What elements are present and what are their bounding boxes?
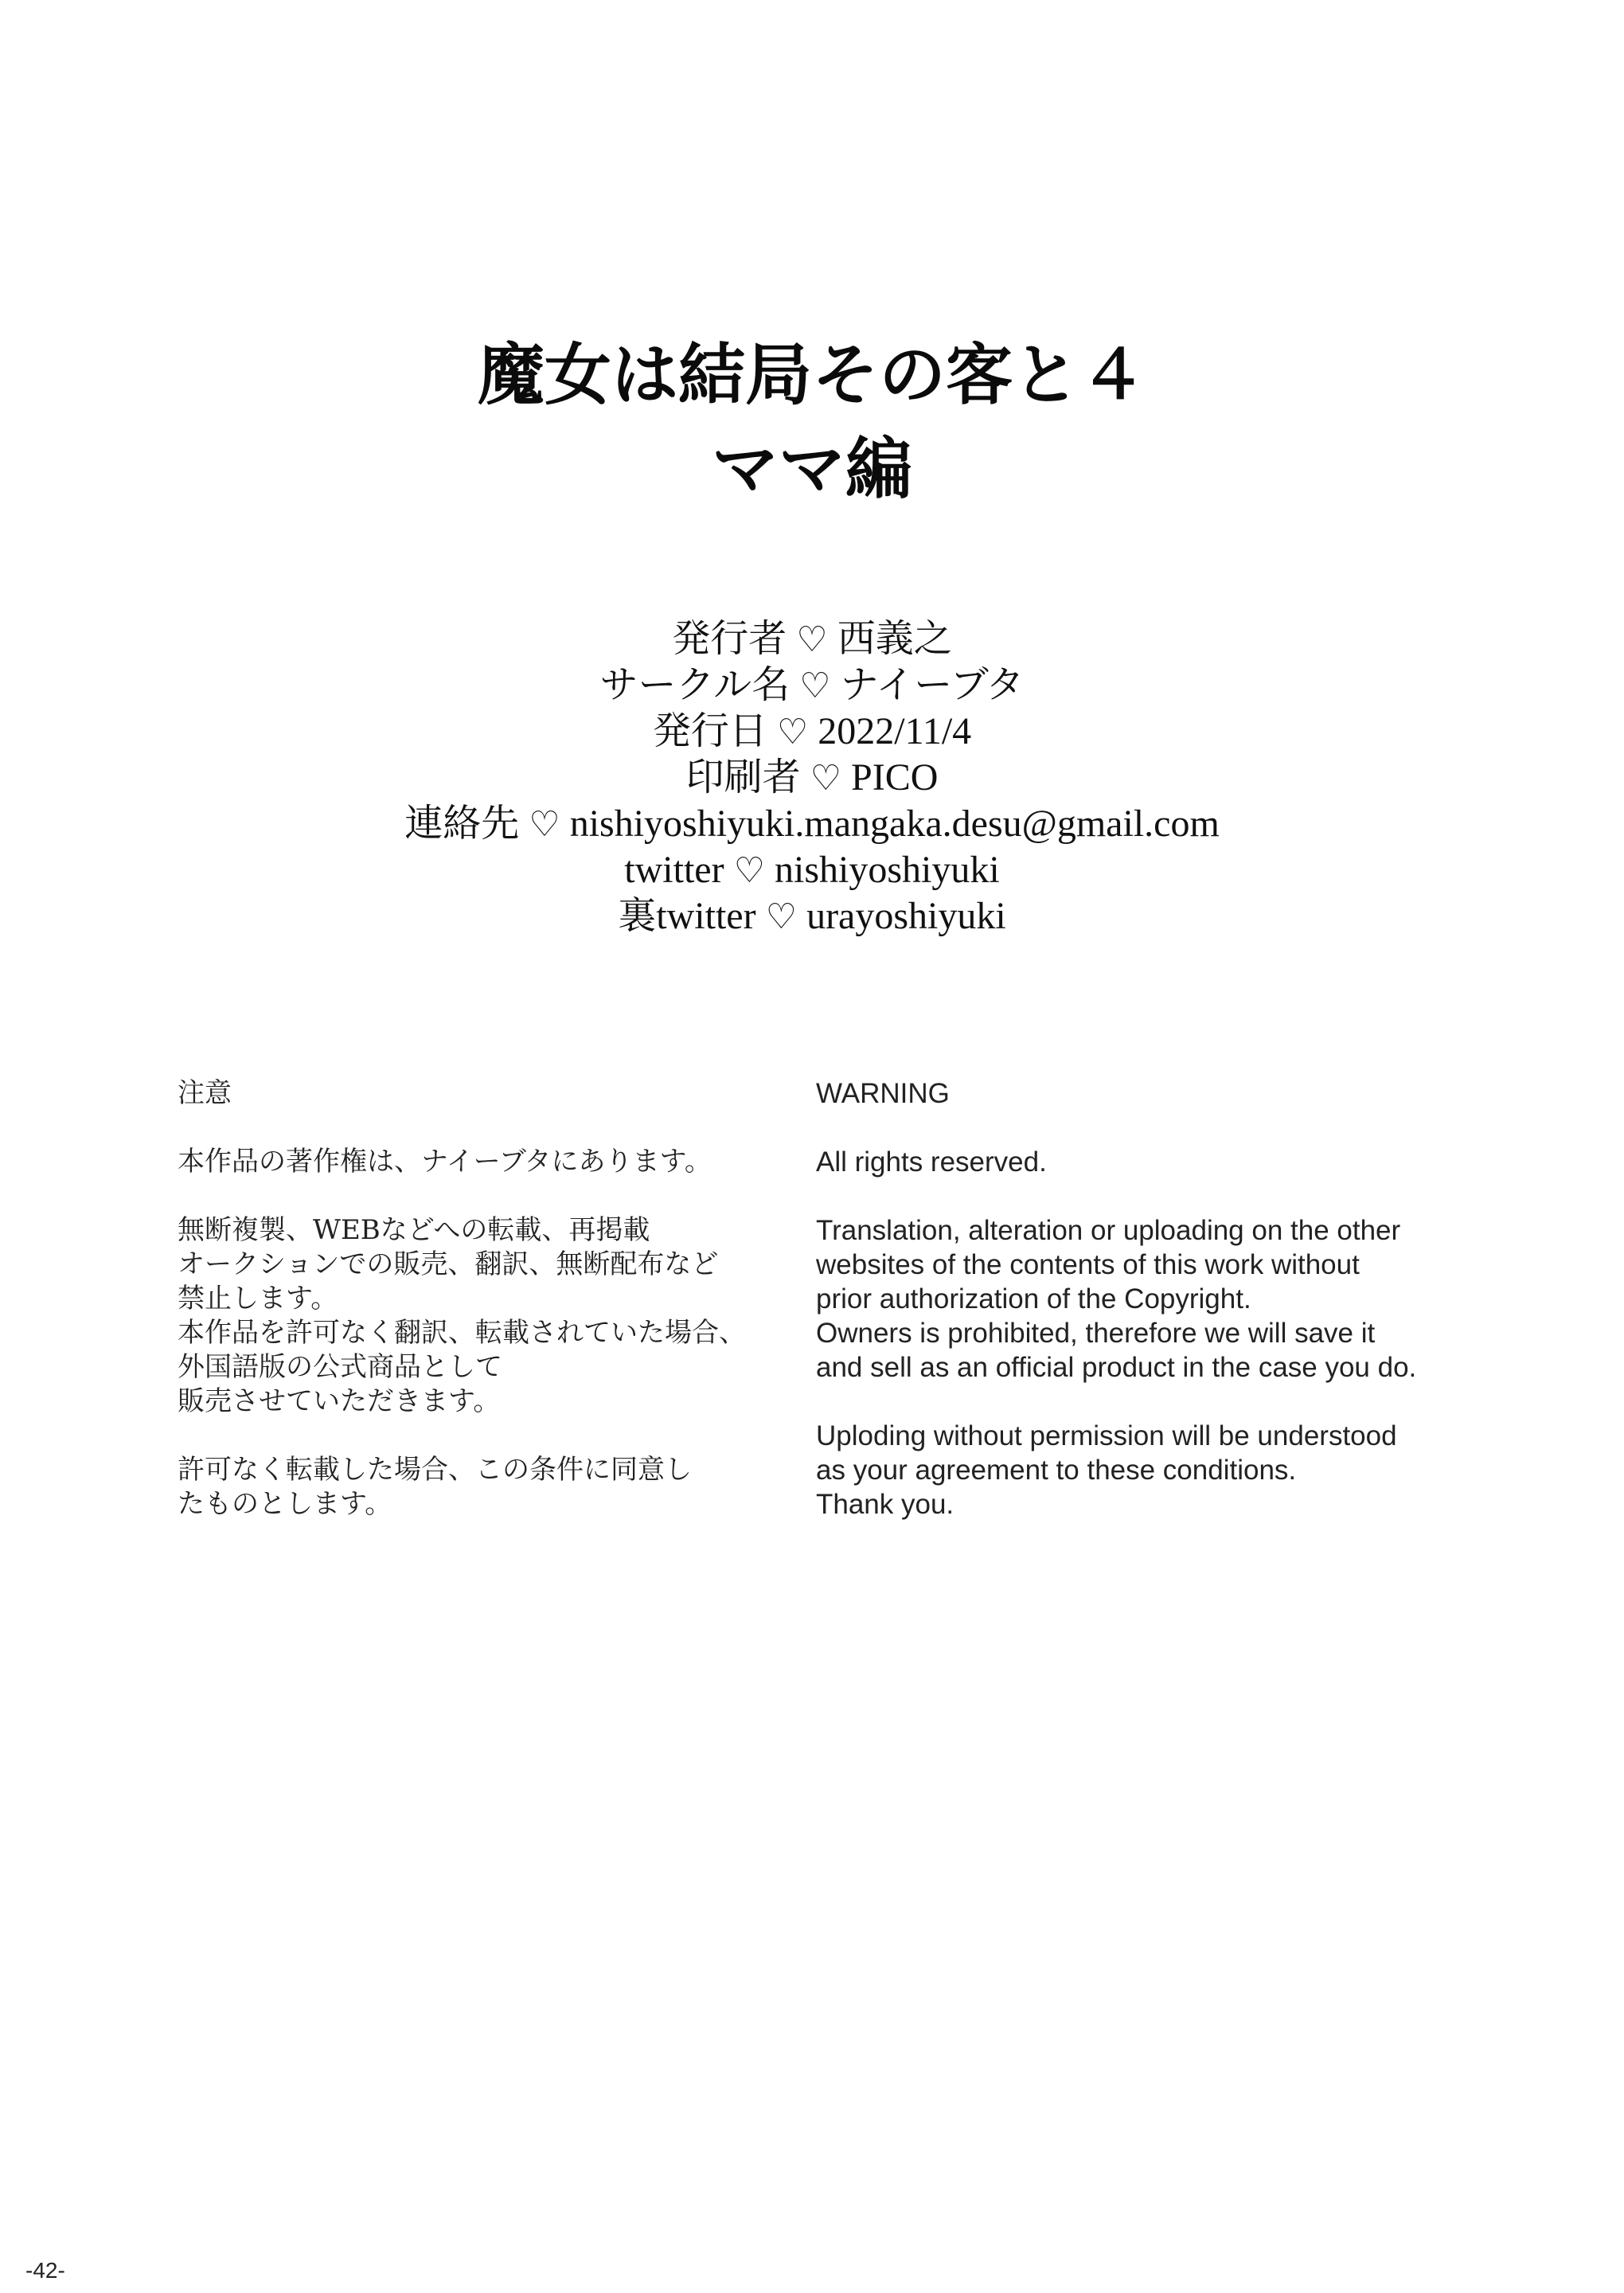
- title-line-2: ママ編: [711, 429, 912, 508]
- colophon-label: サークル名: [599, 664, 791, 706]
- notice-japanese: [178, 1076, 783, 1522]
- paragraph-gap: [816, 1385, 1532, 1419]
- colophon: [0, 616, 1624, 939]
- notice-line: 本作品を許可なく翻訳、転載されていた場合、: [178, 1317, 746, 1349]
- heart-icon: ♡: [810, 758, 842, 799]
- notice-line: 外国語版の公式商品として: [178, 1351, 502, 1383]
- notice-copyright-line: All rights reserved.: [816, 1146, 1047, 1178]
- twitter-handle: nishiyoshiyuki: [775, 849, 1000, 891]
- title-line-1: 魔女は結局その客と４: [477, 335, 1146, 414]
- notice-line: Translation, alteration or uploading on the other: [816, 1215, 1401, 1246]
- notice-line: 許可なく転載した場合、この条件に同意し: [178, 1454, 692, 1486]
- notice-line: 禁止します。: [178, 1283, 338, 1314]
- paragraph-gap: [178, 1419, 783, 1453]
- notice-line: 無断複製、WEBなどへの転載、再掲載: [178, 1214, 650, 1246]
- colophon-value: 2022/11/4: [818, 710, 972, 752]
- notice-line: and sell as an official product in the case you do.: [816, 1352, 1417, 1383]
- colophon-twitter: [0, 847, 1624, 893]
- colophon-label: twitter: [624, 849, 724, 891]
- notice-line: prior authorization of the Copyright.: [816, 1283, 1251, 1314]
- colophon-label: 発行日: [652, 710, 767, 752]
- notice-line: 販売させていただきます。: [178, 1385, 501, 1417]
- contact-email: nishiyoshiyuki.mangaka.desu@gmail.com: [569, 803, 1220, 845]
- notice-line: Thank you.: [816, 1489, 954, 1520]
- notice-line: websites of the contents of this work without: [816, 1249, 1360, 1280]
- colophon-printer: [0, 755, 1624, 801]
- heart-icon: ♡: [733, 850, 766, 891]
- paragraph-gap: [816, 1179, 1532, 1213]
- notice-heading: 注意: [178, 1077, 232, 1109]
- colophon-circle: [0, 662, 1624, 709]
- paragraph-gap: [178, 1179, 783, 1213]
- notice-line: Uploding without permission will be understood: [816, 1420, 1397, 1451]
- colophon-date: [0, 709, 1624, 755]
- notice-line: as your agreement to these conditions.: [816, 1455, 1297, 1486]
- colophon-label: 裏twitter: [618, 895, 756, 937]
- heart-icon: ♡: [796, 619, 828, 660]
- notice-line: Owners is prohibited, therefore we will save it: [816, 1318, 1376, 1349]
- notice-line: たものとします。: [178, 1488, 392, 1520]
- colophon-value: PICO: [851, 756, 939, 799]
- colophon-label: 連絡先: [404, 803, 520, 845]
- heart-icon: ♡: [765, 896, 798, 937]
- colophon-label: 発行者: [672, 618, 787, 660]
- heart-icon: ♡: [529, 804, 560, 845]
- notice-copyright-line: 本作品の著作権は、ナイーブタにあります。: [178, 1146, 712, 1178]
- colophon-label: 印刷者: [685, 756, 801, 799]
- page-number: -42-: [25, 2258, 65, 2283]
- sub-twitter-handle: urayoshiyuki: [806, 895, 1006, 937]
- paragraph-gap: [816, 1111, 1532, 1145]
- colophon-sub-twitter: [0, 893, 1624, 939]
- paragraph-gap: [178, 1111, 783, 1145]
- notice-english: [816, 1076, 1532, 1522]
- colophon-value: ナイーブタ: [840, 664, 1025, 706]
- notice-heading: WARNING: [816, 1078, 950, 1109]
- heart-icon: ♡: [776, 712, 809, 752]
- heart-icon: ♡: [799, 666, 831, 706]
- book-title: [0, 328, 1624, 516]
- notice-line: オークションでの販売、翻訳、無断配布など: [178, 1248, 719, 1280]
- colophon-publisher: [0, 616, 1624, 662]
- colophon-value: 西義之: [837, 618, 952, 660]
- colophon-contact: [0, 801, 1624, 847]
